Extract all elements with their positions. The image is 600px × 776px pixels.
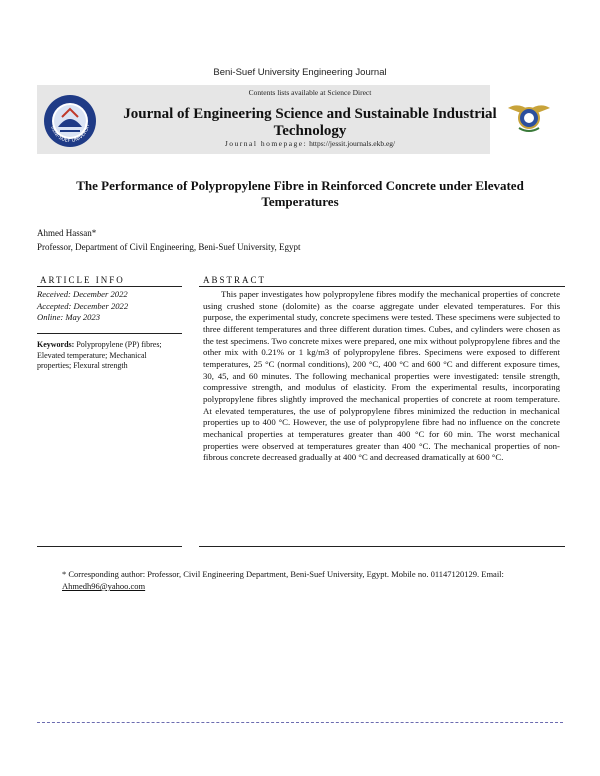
homepage-link[interactable]: https://jessit.journals.ekb.eg/ bbox=[309, 139, 396, 148]
author-name: Ahmed Hassan* bbox=[37, 228, 97, 238]
author-email-link[interactable]: Ahmedh96@yahoo.com bbox=[62, 581, 146, 591]
footer-dashed-rule bbox=[37, 722, 563, 723]
homepage-label: Journal homepage: bbox=[224, 139, 308, 148]
keywords-text: Polypropylene (PP) fibres; Elevated temperature; Mechanical properties; Flexural strength bbox=[37, 340, 162, 370]
received-date: Received: December 2022 bbox=[37, 289, 128, 299]
journal-homepage bbox=[100, 139, 520, 148]
author-affiliation: Professor, Department of Civil Engineering, Beni-Suef University, Egypt bbox=[37, 242, 301, 252]
emblem-logo-icon bbox=[506, 98, 552, 134]
article-dates bbox=[37, 289, 128, 324]
university-logo-icon bbox=[42, 93, 98, 149]
keywords-label: Keywords: bbox=[37, 340, 75, 349]
info-bottom-rule bbox=[37, 546, 182, 547]
keywords bbox=[37, 340, 182, 372]
corresponding-author-footnote bbox=[62, 568, 582, 592]
abstract-rule bbox=[199, 286, 565, 287]
article-info-heading: ARTICLE INFO bbox=[40, 275, 125, 285]
article-info-rule bbox=[37, 286, 182, 287]
contents-line: Contents lists available at Science Direct bbox=[248, 88, 372, 97]
accepted-date: Accepted: December 2022 bbox=[37, 300, 129, 311]
paper-title: The Performance of Polypropylene Fibre in Reinforced Concrete under Elevated Temperatures bbox=[76, 178, 524, 209]
abstract-text: This paper investigates how polypropylene fibres modify the mechanical properties of concrete using crushed stone (dolomite) as the coarse aggregate under elevated temperatures. For this purpose, the experimental study, concrete specimens were tested. These specimens were subjected to three different temperatures and three different duration times. Cubes, and cylinders were chosen as the test specimens. Two concrete mixes were prepared, one mix without polypropylene fibres and the other mix with 0.21% or 1 kg/m3 of polypropylene fibres. Specimens were exposed to different temperatures, 25 °C (normal conditions), 200 °C, 400 °C and 600 °C and different exposure times, 30, 45, and 60 minutes. The following mechanical properties were investigated: tensile strength, compressive strength, and modulus of elasticity. From the experimental results, incorporating polypropylene fibres slightly improved the mechanical properties of concrete at room temperature. At elevated temperatures, the use of polypropylene fibres minimized the reduction in mechanical properties up to 400 °C. However, the use of polypropylene fibre had no influence on the concrete mechanical properties at temperatures greater than 400 °C for 60 min. The worst mechanical properties were observed at temperatures greater than 400 °C. The mechanical properties of non-fibrous concrete decreased gradually at 400 °C and decreased dramatically at 600 °C. bbox=[203, 289, 560, 463]
journal-title: Journal of Engineering Science and Sustainable Industrial Technology bbox=[123, 106, 497, 139]
top-journal-name: Beni-Suef University Engineering Journal bbox=[213, 67, 387, 78]
online-date: Online: May 2023 bbox=[37, 312, 101, 322]
abstract-heading: ABSTRACT bbox=[203, 275, 267, 285]
logo-text: BENI-SUEF UNIVERSIT bbox=[49, 123, 92, 145]
dates-rule bbox=[37, 333, 182, 334]
footnote-text: * Corresponding author: Professor, Civil Engineering Department, Beni-Suef University, Egypt. Mobile no. 01147120129. Email: bbox=[62, 569, 504, 579]
abstract-bottom-rule bbox=[199, 546, 565, 547]
